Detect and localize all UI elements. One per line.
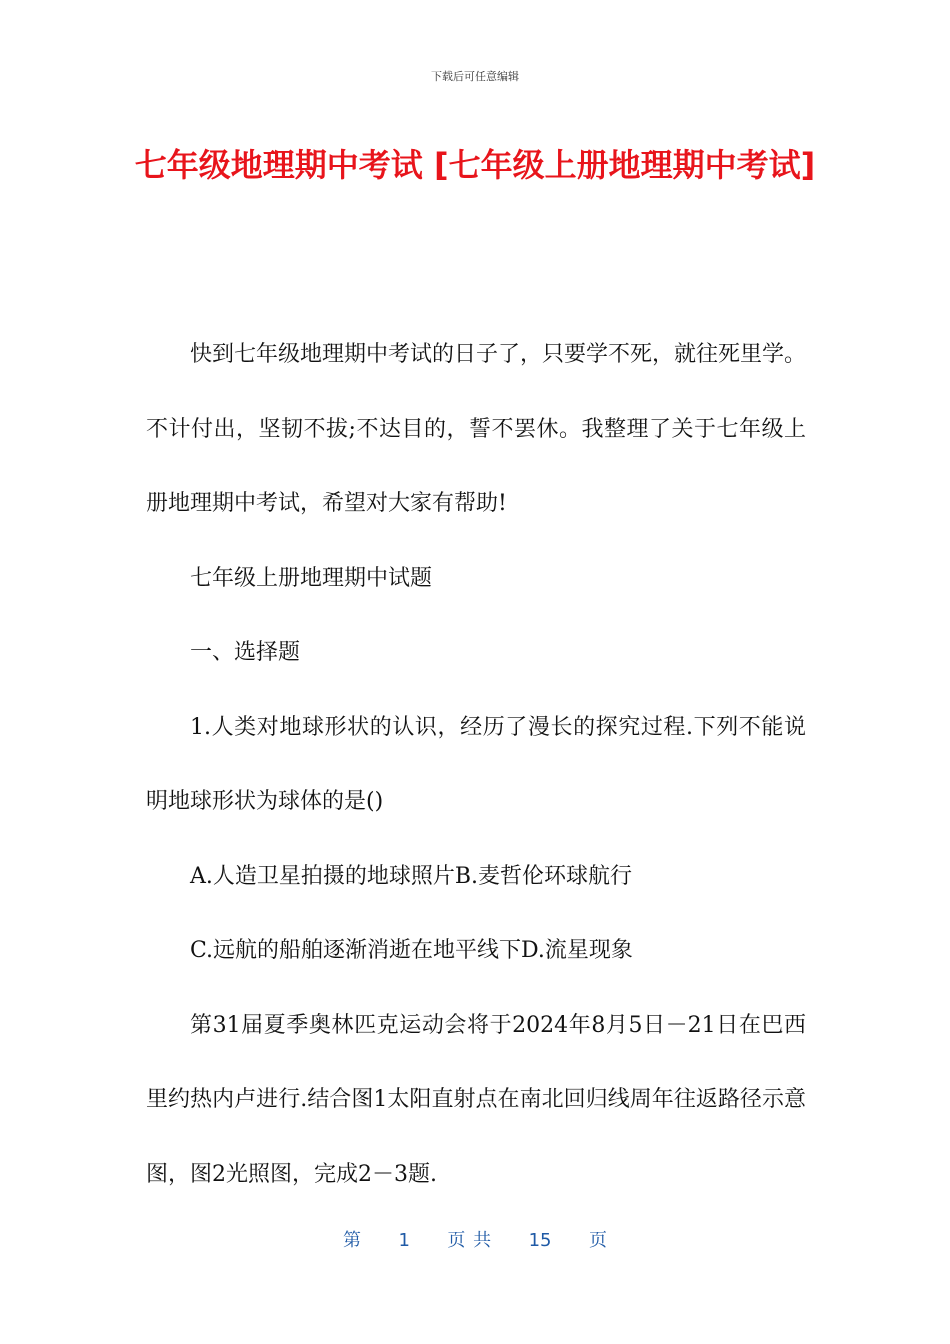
paragraph-section-heading: 一、选择题	[190, 640, 301, 665]
header-note: 下载后可任意编辑	[431, 70, 519, 83]
question-1: 1.人类对地球形状的认识，经历了漫长的探究过程.下列不能说明地球形状为球体的是()	[146, 714, 806, 814]
footer-middle: 页 共	[447, 1230, 492, 1251]
footer-total-pages: 15	[528, 1230, 552, 1251]
document-body	[146, 318, 806, 1212]
question-1-options-ab: A.人造卫星拍摄的地球照片B.麦哲伦环球航行	[190, 863, 633, 889]
paragraph-section-title: 七年级上册地理期中试题	[190, 565, 433, 591]
document-title: 七年级地理期中考试 [七年级上册地理期中考试]	[134, 146, 816, 184]
paragraph-intro: 快到七年级地理期中考试的日子了，只要学不死，就往死里学。不计付出，坚韧不拔;不达目的，誓不罢休。我整理了关于七年级上册地理期中考试，希望对大家有帮助!	[146, 342, 807, 516]
footer-prefix: 第	[343, 1230, 362, 1251]
question-2-3-intro: 第31届夏季奥林匹克运动会将于2024年8月5日－21日在巴西里约热内卢进行.结合图1太阳直射点在南北回归线周年往返路径示意图，图2光照图，完成2－3题.	[146, 1012, 806, 1187]
question-1-options-cd: C.远航的船舶逐渐消逝在地平线下D.流星现象	[190, 938, 633, 963]
footer-page-number: 1	[398, 1230, 410, 1251]
page-footer	[0, 1226, 950, 1252]
footer-suffix: 页	[588, 1230, 607, 1251]
